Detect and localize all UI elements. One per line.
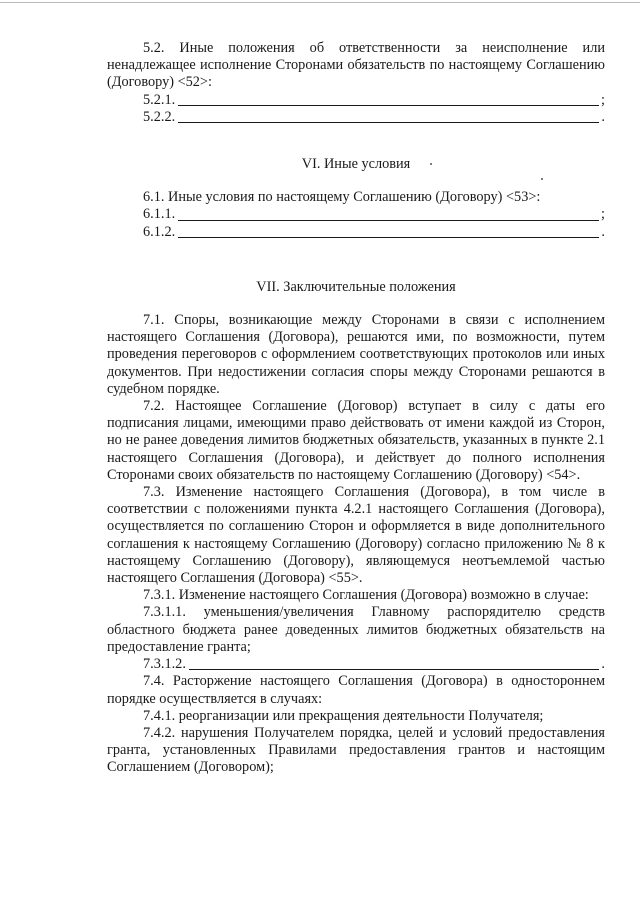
scan-edge-line: [0, 2, 640, 3]
line-end: ;: [601, 206, 605, 223]
line-end: ;: [601, 91, 605, 108]
clause-7-2: 7.2. Настоящее Соглашение (Договор) вступает в силу с даты его подписания лицами, имеющими право действовать от имени каждой из Сторон, но не ранее доведения лимитов бюджетных обязательств, указанных в пункте 2.1 настоящего Соглашения (Договора), и действует до полного исполнения Сторонами своих обязательств по настоящему Соглашению (Договору) <54>.: [107, 398, 605, 483]
fill-in-line: [178, 236, 599, 238]
clause-7-4-2: 7.4.2. нарушения Получателем порядка, целей и условий предоставления гранта, установленных Правилами предоставления грантов и настоящим Соглашением (Договором);: [107, 724, 605, 776]
clause-7-1: 7.1. Споры, возникающие между Сторонами в связи с исполнением настоящего Соглашения (Договора), решаются ими, по возможности, путем проведения переговоров с оформлением соответствующих протоколов или иных документов. При недостижении согласия споры между Сторонами решаются в судебном порядке.: [107, 312, 605, 397]
blank-line-6-1-1: [107, 206, 605, 223]
clause-7-3: 7.3. Изменение настоящего Соглашения (Договора), в том числе в соответствии с положениями пункта 4.2.1 настоящего Соглашения (Договора), осуществляется по соглашению Сторон и оформляется в виде дополнительного соглашения к настоящему Соглашению (Договору) согласно приложению № 8 к настоящему Соглашению (Договору), являющемуся неотъемлемой частью настоящего Соглашения (Договора) <55>.: [107, 484, 605, 587]
clause-number: 5.2.2.: [143, 108, 176, 125]
fill-in-line: [189, 668, 600, 670]
blank-line-7-3-1-2: [107, 656, 605, 673]
section-heading-7: VII. Заключительные положения: [256, 278, 456, 295]
clause-number: 5.2.1.: [143, 91, 176, 108]
clause-number: 6.1.1.: [143, 206, 176, 223]
blank-line-6-1-2: [107, 224, 605, 241]
line-end: .: [601, 108, 605, 125]
clause-6-1: 6.1. Иные условия по настоящему Соглашению (Договору) <53>:: [143, 189, 541, 206]
clause-7-4: 7.4. Расторжение настоящего Соглашения (Договора) в одностороннем порядке осуществляется в случаях:: [107, 673, 605, 707]
fill-in-line: [178, 219, 599, 221]
clause-number: 7.3.1.2.: [143, 656, 186, 673]
line-end: .: [601, 223, 605, 240]
clause-7-4-1: 7.4.1. реорганизации или прекращения деятельности Получателя;: [143, 707, 544, 724]
section-heading-6: VI. Иные условия: [301, 156, 411, 173]
blank-line-5-2-1: [107, 92, 605, 109]
clause-7-3-1-1: 7.3.1.1. уменьшения/увеличения Главному распорядителю средств областного бюджета ранее доведенных лимитов бюджетных обязательств на предоставление гранта;: [107, 604, 605, 655]
fill-in-line: [178, 121, 599, 123]
document-page: [107, 40, 605, 777]
line-end: .: [601, 656, 605, 673]
clause-5-2: 5.2. Иные положения об ответственности за неисполнение или ненадлежащее исполнение Сторонами обязательств по настоящему Соглашению (Договору) <52>:: [107, 40, 605, 91]
clause-7-3-1: 7.3.1. Изменение настоящего Соглашения (Договора) возможно в случае:: [143, 587, 589, 604]
fill-in-line: [178, 104, 599, 106]
clause-number: 6.1.2.: [143, 223, 176, 240]
blank-line-5-2-2: [107, 109, 605, 126]
